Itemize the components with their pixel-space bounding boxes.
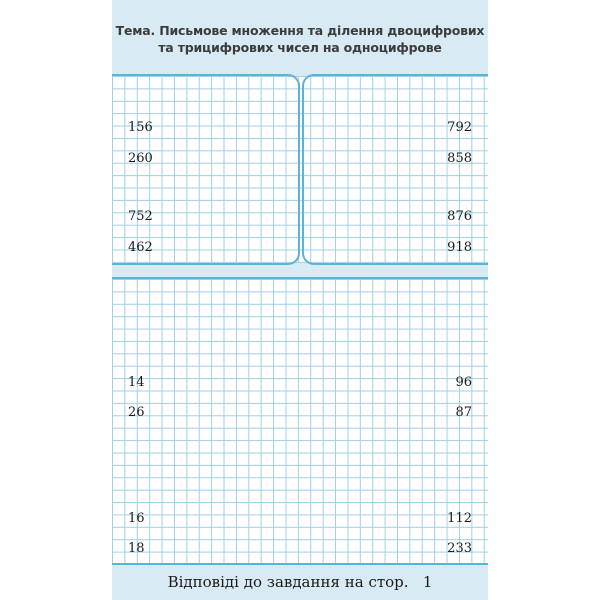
- page-number: 1: [422, 572, 433, 591]
- number-item: 87: [455, 405, 472, 420]
- footer-spacer: [409, 573, 423, 591]
- answer-footer: [112, 563, 488, 600]
- top-left-frame: [112, 74, 300, 265]
- number-item: 26: [128, 405, 145, 420]
- footer-text: Відповіді до завдання на стор.: [167, 572, 409, 591]
- topic-title-line-2: та трицифрових чисел на одноцифрове: [158, 40, 442, 55]
- number-item: 260: [128, 151, 153, 166]
- number-item: 858: [447, 151, 472, 166]
- topic-title-line-1: Тема. Письмове множення та ділення двоцифрових: [115, 23, 485, 38]
- number-item: 752: [128, 209, 153, 224]
- bottom-frame: [112, 277, 488, 565]
- number-item: 233: [447, 541, 472, 556]
- number-item: 112: [447, 511, 472, 526]
- number-item: 96: [455, 375, 472, 390]
- number-item: 792: [447, 120, 472, 135]
- number-item: 462: [128, 240, 153, 255]
- number-item: 18: [128, 541, 145, 556]
- number-item: 16: [128, 511, 145, 526]
- number-item: 918: [447, 240, 472, 255]
- top-right-frame: [302, 74, 488, 265]
- number-item: 14: [128, 375, 145, 390]
- number-item: 876: [447, 209, 472, 224]
- topic-header: [112, 0, 488, 74]
- number-item: 156: [128, 120, 153, 135]
- workbook-page: [112, 0, 488, 600]
